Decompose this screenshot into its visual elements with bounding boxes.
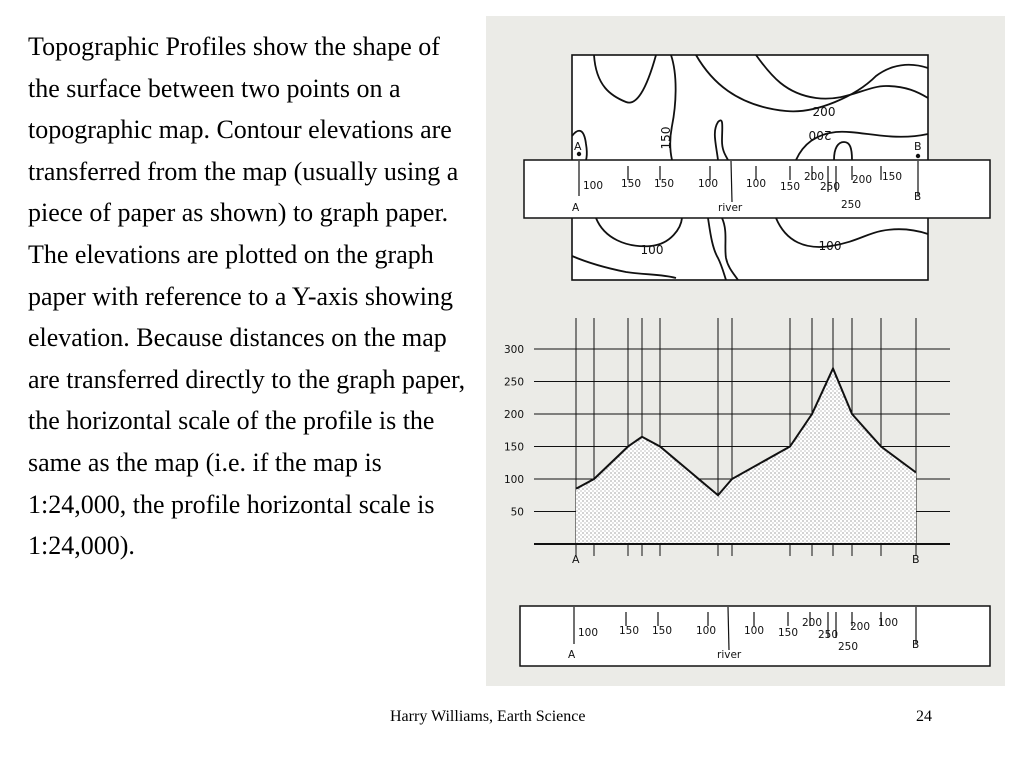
strip-label: 200: [804, 171, 825, 183]
strip-label: 150: [621, 178, 642, 190]
strip-label: 100: [878, 617, 899, 629]
y-tick-label: 100: [503, 474, 524, 486]
profile-end-a-label: A: [572, 553, 580, 566]
strip-label: 100: [696, 625, 717, 637]
slide-number: 24: [916, 708, 932, 725]
river-label: river: [718, 202, 743, 214]
strip-label: 250: [838, 641, 859, 653]
strip-label: 150: [619, 625, 640, 637]
strip-label: 250: [841, 199, 862, 211]
point-a-label: A: [574, 140, 582, 153]
strip-end-b-label: B: [914, 191, 922, 203]
strip-label: 150: [882, 171, 903, 183]
strip-end-a-label: A: [568, 649, 576, 661]
strip-end-a-label: A: [572, 202, 580, 214]
strip-label: 100: [583, 180, 604, 192]
point-b-label: B: [914, 140, 922, 153]
bottom-paper-strip: [520, 606, 990, 666]
figure-svg: [486, 16, 1005, 686]
profile-graph: [504, 318, 950, 566]
strip-label: 200: [852, 174, 873, 186]
river-label: river: [717, 649, 742, 661]
contour-label: 200: [808, 128, 832, 142]
profile-area: [576, 369, 916, 545]
strip-label: 250: [820, 181, 841, 193]
strip-label: 150: [780, 181, 801, 193]
topographic-profile-figure: [486, 16, 1005, 686]
strip-label: 100: [578, 627, 599, 639]
paper-strip: [524, 160, 990, 218]
y-tick-label: 50: [510, 506, 524, 519]
strip-end-b-label: B: [912, 639, 920, 651]
contour-label: 150: [659, 126, 673, 150]
strip-label: 150: [654, 178, 675, 190]
footer-author: Harry Williams, Earth Science: [390, 708, 586, 725]
slide-body-text: Topographic Profiles show the shape of the surface between two points on a topographic map. Contour elevations are transferred from the map (usually using a piece of paper as shown) to graph paper. The elevations are plotted on the graph paper with reference to a Y-axis showing elevation. Because distances on the map are transferred directly to the graph paper, the horizontal scale of the profile is the same as the map (i.e. if the map is 1:24,000, the profile horizontal scale is 1:24,000).: [28, 32, 466, 561]
contour-label: 100: [818, 239, 842, 253]
strip-label: 100: [744, 625, 765, 637]
strip-label: 200: [850, 621, 871, 633]
strip-label: 100: [698, 178, 719, 190]
point-b-marker: [916, 154, 920, 158]
y-tick-label: 250: [503, 376, 524, 389]
profile-end-b-label: B: [912, 553, 920, 566]
contour-label: 100: [640, 243, 664, 257]
strip-label: 100: [746, 178, 767, 190]
profile-y-axis: [504, 344, 524, 519]
strip-label: 150: [652, 625, 673, 637]
strip-label: 150: [778, 627, 799, 639]
y-tick-label: 150: [503, 441, 524, 454]
y-tick-label: 200: [503, 409, 524, 421]
contour-label: 200: [812, 105, 836, 119]
strip-label: 250: [818, 629, 839, 641]
y-tick-label: 300: [503, 344, 524, 356]
strip-label: 200: [802, 617, 823, 629]
